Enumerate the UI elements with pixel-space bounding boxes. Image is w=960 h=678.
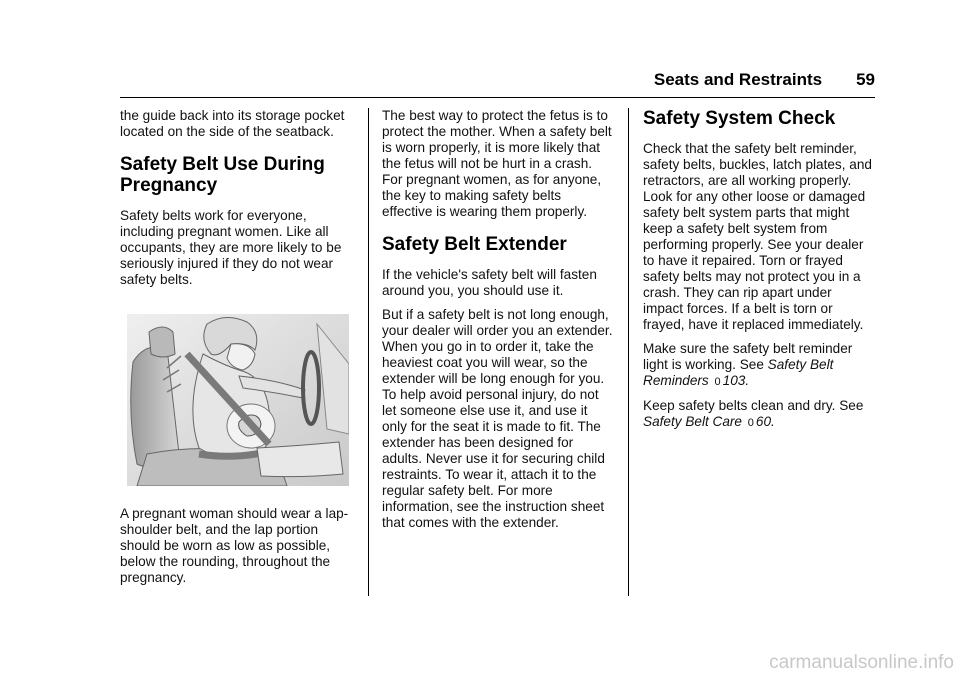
- reminder-period: .: [745, 373, 750, 388]
- heading-system-check: Safety System Check: [643, 108, 836, 129]
- system-check-paragraph: Check that the safety belt reminder, safety belts, buckles, latch plates, and retractors, are all working properly. Look for any other loose or damaged safety belt system parts that might keep a safety belt system from performing properly. See your dealer to have it repaired. Torn or frayed safety belts may not protect you in a crash. They can rip apart under impact forces. If a belt is torn or frayed, have it replaced immediately.: [643, 141, 872, 332]
- extender-paragraph-1: If the vehicle's safety belt will fasten around you, you should use it.: [382, 267, 597, 298]
- care-period: .: [771, 414, 775, 429]
- care-text: Keep safety belts clean and dry. See: [643, 398, 864, 413]
- heading-pregnancy: Safety Belt Use During Pregnancy: [120, 154, 325, 196]
- page-ref-icon: 0: [714, 376, 721, 388]
- page-ref-icon: 0: [747, 417, 754, 429]
- care-paragraph: [643, 398, 875, 431]
- reminder-page-ref[interactable]: 103: [722, 373, 746, 388]
- care-page-ref[interactable]: 60: [755, 414, 772, 429]
- page-number: 59: [856, 70, 875, 89]
- reminder-paragraph: [643, 341, 875, 390]
- illustration-caption: A pregnant woman should wear a lap-shoulder belt, and the lap portion should be worn as low as possible, below the rounding, throughout the pregnancy.: [120, 506, 349, 585]
- extender-paragraph-2: But if a safety belt is not long enough, your dealer will order you an extender. When you go in to order it, take the heaviest coat you will wear, so the extender will be long enough for you. To help avoid personal injury, do not let someone else use it, and use it only for the seat it is made to fit. The extender has been designed for adults. Never use it for securing child restraints. To wear it, attach it to the regular safety belt. For more information, see the instruction sheet that comes with the extender.: [382, 307, 613, 530]
- header-rule: [120, 97, 875, 98]
- reminder-crossref-link[interactable]: Safety Belt Reminders: [643, 357, 834, 388]
- column-2: [382, 108, 614, 539]
- section-title: Seats and Restraints: [653, 70, 823, 89]
- reminder-text: Make sure the safety belt reminder light is working. See: [643, 341, 853, 372]
- column-1: [120, 108, 350, 594]
- continued-paragraph: the guide back into its storage pocket located on the side of the seatback.: [120, 108, 345, 139]
- pregnancy-paragraph: Safety belts work for everyone, including pregnant women. Like all occupants, they are more likely to be seriously injured if they do not wear safety belts.: [120, 208, 342, 287]
- care-crossref-link[interactable]: Safety Belt Care: [643, 414, 742, 429]
- page-header: [120, 70, 875, 90]
- column-3: [643, 108, 875, 439]
- watermark: carmanualsonline.info: [769, 652, 954, 673]
- column-divider-2: [628, 108, 629, 596]
- heading-extender: Safety Belt Extender: [382, 234, 567, 255]
- protect-fetus-paragraph: The best way to protect the fetus is to protect the mother. When a safety belt is worn properly, it is more likely that the fetus will not be hurt in a crash. For pregnant women, as for anyone, the key to making safety belts effective is wearing them properly.: [382, 108, 612, 219]
- pregnant-woman-seatbelt-illustration: [127, 314, 349, 486]
- column-divider-1: [368, 108, 369, 596]
